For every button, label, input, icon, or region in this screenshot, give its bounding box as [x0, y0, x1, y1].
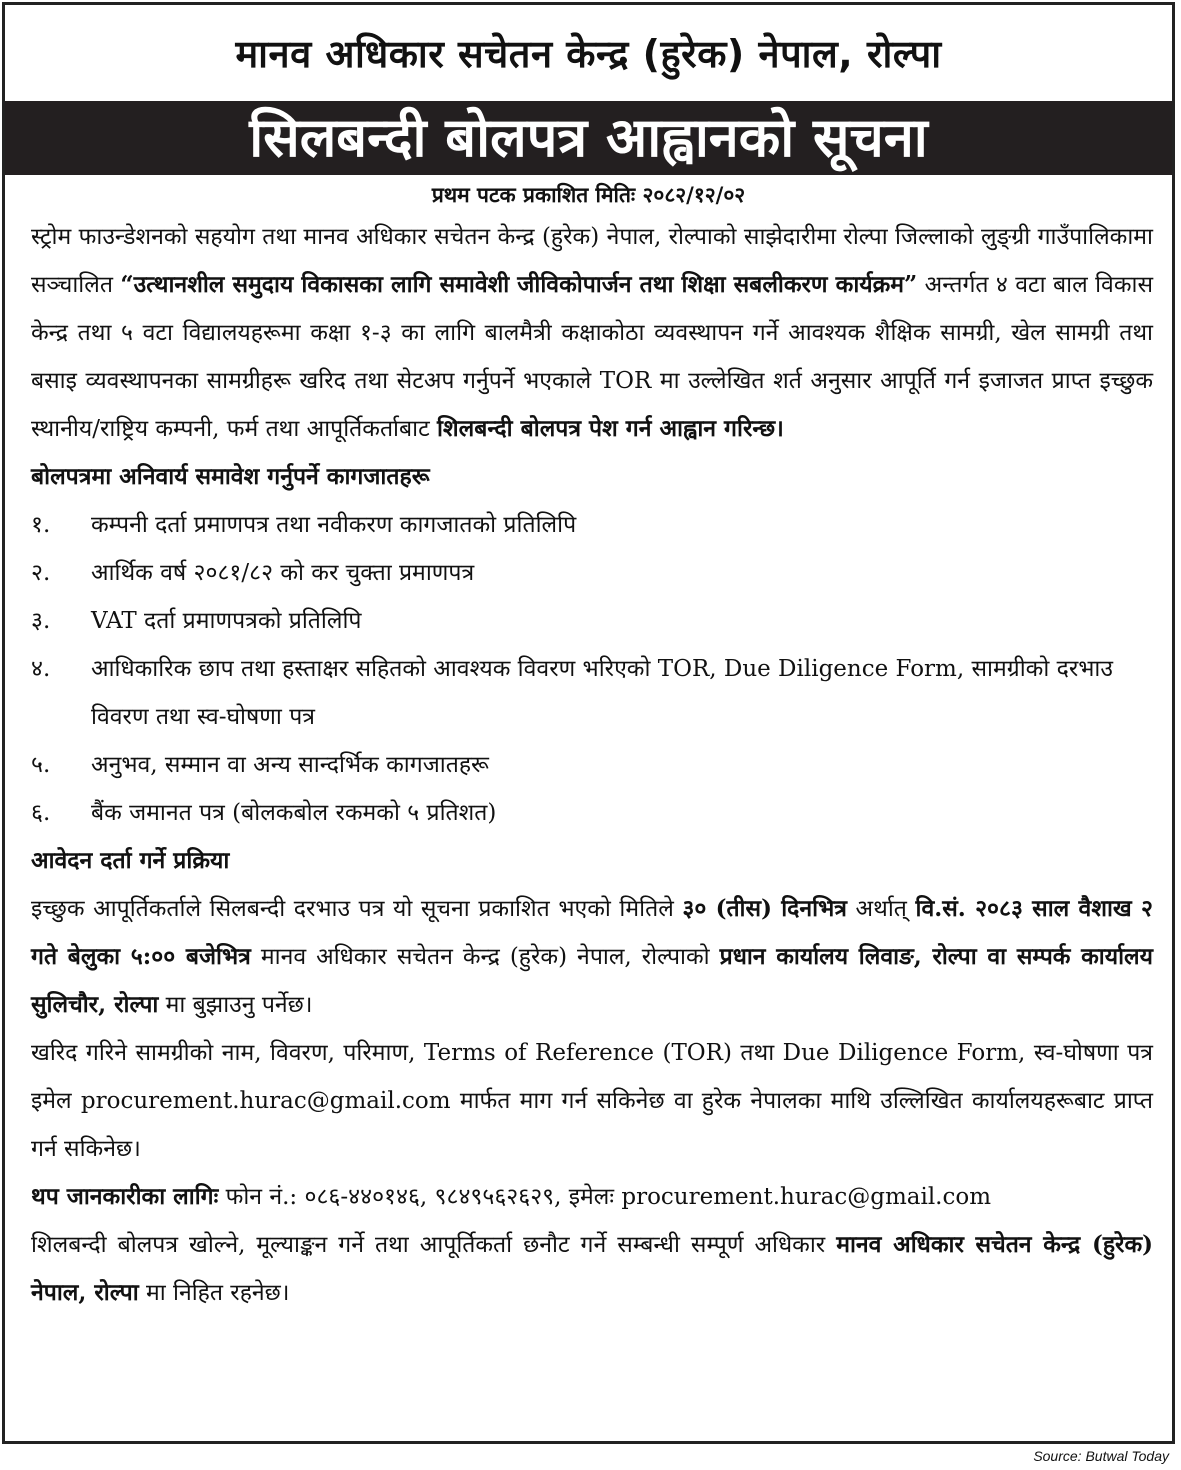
process-heading: आवेदन दर्ता गर्ने प्रक्रिया — [31, 847, 230, 874]
deadline-days: ३० (तीस) दिनभित्र — [682, 895, 847, 922]
invitation-text: शिलबन्दी बोलपत्र पेश गर्न आह्वान गरिन्छ। — [437, 415, 784, 442]
intro-text: अन्तर्गत ४ वटा बाल विकास केन्द्र तथा ५ वटा विद्यालयहरूमा कक्षा १-३ का लागि बालमैत्री कक्षाकोठा व्यवस्थापन गर्ने आवश्यक शैक्षिक सामग्री, खेल सामग्री तथा बसाइ व्यवस्थापनका सामग्रीहरू खरिद तथा सेटअप गर्नुपर्ने भएकाले TOR मा उल्लेखित शर्त अनुसार आपूर्ति गर्न इजाजत प्राप्त इच्छुक स्थानीय/राष्ट्रिय कम्पनी, फर्म तथा आपूर्तिकर्ताबाट — [31, 272, 1153, 442]
office-locations: प्रधान कार्यालय लिवाङ, रोल्पा वा सम्पर्क कार्यालय सुलिचौर, रोल्पा — [31, 943, 1153, 1018]
item-number: ६. — [31, 800, 51, 826]
item-text: आधिकारिक छाप तथा हस्ताक्षर सहितको आवश्यक विवरण भरिएको TOR, Due Diligence Form, सामग्रीको दरभाउ विवरण तथा स्व-घोषणा पत्र — [91, 656, 1113, 730]
contact-details: फोन नं.: ०८६-४४०१४६, ९८४९५६२६२९, इमेलः procurement.hurac@gmail.com — [218, 1184, 992, 1210]
list-item — [31, 597, 1153, 645]
process-text: इच्छुक आपूर्तिकर्ताले सिलबन्दी दरभाउ पत्र यो सूचना प्रकाशित भएको मितिले — [31, 896, 683, 922]
list-item — [31, 549, 1153, 597]
item-text: VAT दर्ता प्रमाणपत्रको प्रतिलिपि — [91, 608, 362, 634]
published-date: प्रथम पटक प्रकाशित मितिः २०८२/१२/०२ — [431, 182, 746, 207]
process-text: मानव अधिकार सचेतन केन्द्र (हुरेक) नेपाल, रोल्पाको — [250, 944, 720, 970]
documents-heading: बोलपत्रमा अनिवार्य समावेश गर्नुपर्ने कागजातहरू — [31, 463, 430, 490]
process-text: अर्थात् — [846, 896, 916, 922]
intro-paragraph — [31, 213, 1153, 453]
intro-text: स्ट्रोम फाउन्डेशनको सहयोग तथा मानव अधिकार सचेतन केन्द्र (हुरेक) नेपाल, रोल्पाको साझेदारीमा रोल्पा जिल्लाको लुङ्ग्री गाउँपालिकामा सञ्चालित — [31, 224, 1153, 298]
item-number: १. — [31, 512, 51, 538]
notice-frame — [2, 2, 1175, 1444]
notice-body — [31, 213, 1153, 1317]
organization-reference: मानव अधिकार सचेतन केन्द्र (हुरेक) नेपाल, रोल्पा — [31, 1231, 1153, 1306]
process-paragraph — [31, 885, 1153, 1029]
item-text: कम्पनी दर्ता प्रमाणपत्र तथा नवीकरण कागजातको प्रतिलिपि — [91, 512, 577, 538]
list-item — [31, 501, 1153, 549]
closing-text: मा निहित रहनेछ। — [138, 1280, 290, 1306]
list-item — [31, 741, 1153, 789]
item-text: आर्थिक वर्ष २०८१/८२ को कर चुक्ता प्रमाणपत्र — [91, 560, 475, 586]
list-item — [31, 645, 1153, 741]
deadline-date: वि.सं. २०८३ साल वैशाख २ गते बेलुका ५:०० बजेभित्र — [31, 895, 1153, 970]
item-text: अनुभव, सम्मान वा अन्य सान्दर्भिक कागजातहरू — [91, 752, 489, 778]
closing-paragraph — [31, 1221, 1153, 1317]
contact-paragraph — [31, 1173, 1153, 1221]
notice-title: सिलबन्दी बोलपत्र आह्वानको सूचना — [5, 101, 1172, 175]
list-item — [31, 789, 1153, 837]
source-credit: Source: Butwal Today — [1033, 1448, 1169, 1464]
closing-text: शिलबन्दी बोलपत्र खोल्ने, मूल्याङ्कन गर्ने तथा आपूर्तिकर्ता छनौट गर्ने सम्बन्धी सम्पूर्ण अधिकार — [31, 1232, 837, 1258]
item-number: ४. — [31, 656, 51, 682]
item-number: ५. — [31, 752, 51, 778]
organization-name: मानव अधिकार सचेतन केन्द्र (हुरेक) नेपाल, रोल्पा — [235, 32, 942, 76]
item-number: २. — [31, 560, 51, 586]
program-name: “उत्थानशील समुदाय विकासका लागि समावेशी जीविकोपार्जन तथा शिक्षा सबलीकरण कार्यक्रम” — [120, 271, 918, 298]
item-number: ३. — [31, 608, 51, 634]
contact-label: थप जानकारीका लागिः — [31, 1183, 219, 1210]
item-text: बैंक जमानत पत्र (बोलकबोल रकमको ५ प्रतिशत) — [91, 800, 497, 826]
documents-list — [31, 501, 1153, 837]
documents-request-paragraph: खरिद गरिने सामग्रीको नाम, विवरण, परिमाण, Terms of Reference (TOR) तथा Due Diligence Form, स्व-घोषणा पत्र इमेल procurement.hurac@gmail.com मार्फत माग गर्न सकिनेछ वा हुरेक नेपालका माथि उल्लिखित कार्यालयहरूबाट प्राप्त गर्न सकिनेछ। — [31, 1040, 1153, 1162]
process-text: मा बुझाउनु पर्नेछ। — [158, 992, 313, 1018]
